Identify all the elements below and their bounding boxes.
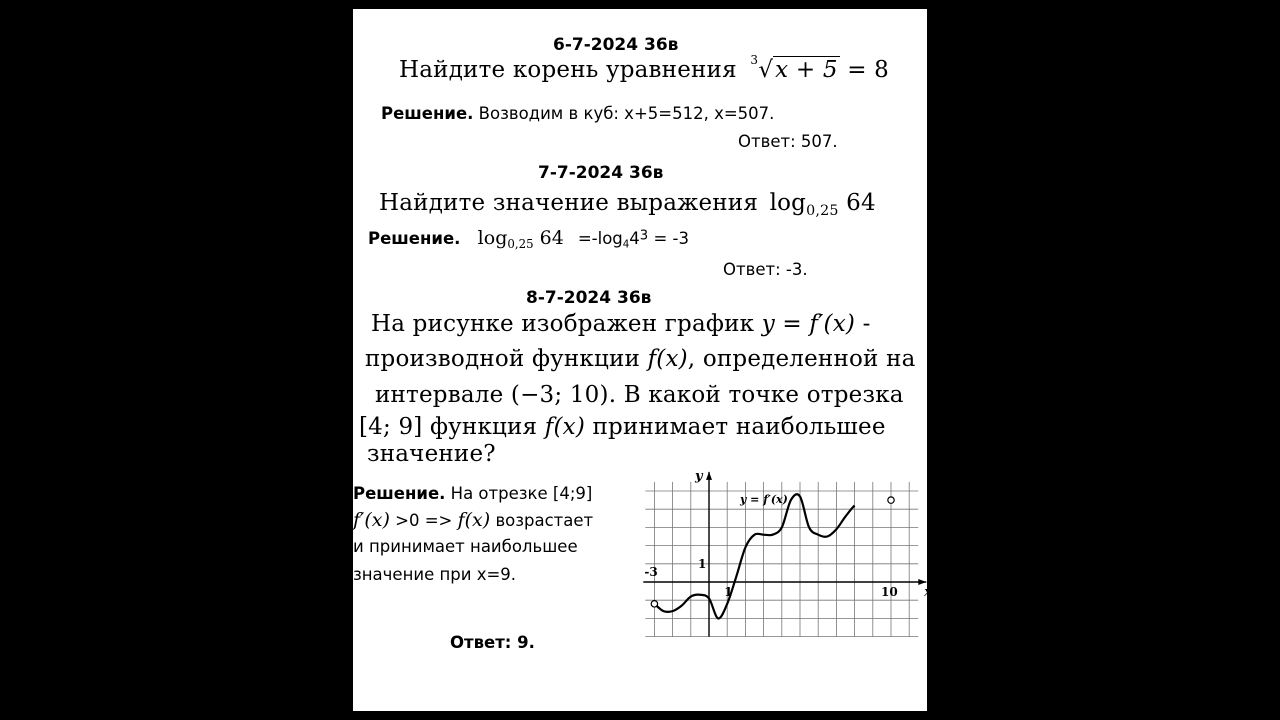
implies-text: >0 => [395,511,453,530]
problem-3-line-2 [365,346,916,372]
chart-title: y = f′(x) [739,492,788,506]
open-endpoints [651,497,894,607]
tick-label-x-10: 10 [881,585,898,599]
function-symbol: f(x) [647,346,688,372]
problem-3-answer: Ответ: 9. [450,633,535,652]
solution-label: Решение. [368,229,461,248]
neg-log: =-log [577,229,623,248]
log-word: log [769,190,807,216]
problem-3-line-1 [371,311,871,337]
log-base: 0,25 [806,202,839,219]
line-text: На рисунке изображен график [371,311,755,337]
log-base: 0,25 [507,237,534,252]
problem-3-solution-line-2 [353,509,593,531]
log-expression [769,190,876,219]
problem-3-solution-line-3: и принимает наибольшее [353,537,578,556]
problem-3-solution-line-1 [353,484,592,503]
tick-label-x-neg3: -3 [644,565,658,579]
problem-2-task: Найдите значение выражения [379,190,759,216]
radicand: x + 5 [775,57,838,83]
y-axis-arrow [706,472,712,480]
open-endpoint [888,497,894,503]
tick-label-x-1: 1 [724,585,733,599]
increasing-text: возрастает [495,511,594,530]
cube-root-expression: 3 √x + 5 [750,53,838,83]
problem-1-header: 6-7-2024 36в [553,35,679,55]
log-argument: 64 [539,227,564,249]
problem-1-statement [399,53,890,83]
power-exponent: 3 [639,228,649,244]
problem-3-solution-line-4: значение при x=9. [353,565,517,584]
function-symbol: f(x) [457,509,491,531]
worksheet-page [353,9,933,711]
tick-label-y-1: 1 [698,556,707,571]
line-text: производной функции [365,346,641,372]
solution-result: = -3 [653,229,689,248]
derivative-symbol: f′(x) [353,509,390,531]
log-word: log [477,227,508,249]
solution-step [577,228,689,251]
line-text-end: , определенной на [687,346,916,372]
derivative-graph [625,452,933,657]
log-argument: 64 [846,190,876,216]
problem-3-line-3: интервале (−3; 10). В какой точке отрезка [375,382,904,408]
radical-index: 3 [750,53,759,67]
solution-label: Решение. [381,104,474,123]
axis-labels [644,469,932,600]
line-text-end: принимает наибольшее [592,414,886,440]
power-base: 4 [629,229,640,248]
dash: - [862,311,871,337]
problem-2-header: 7-7-2024 36в [538,163,664,183]
problem-2-answer: Ответ: -3. [723,260,808,279]
x-axis-label: x [924,585,933,600]
problem-1-answer: Ответ: 507. [738,132,838,151]
problem-3-header: 8-7-2024 36в [526,288,652,308]
problem-2-statement [379,190,876,219]
problem-2-solution [368,227,689,251]
line-text: [4; 9] функция [359,414,538,440]
problem-3-line-4 [359,414,886,440]
solution-label: Решение. [353,484,446,503]
solution-log [477,227,570,252]
y-axis-label: y [695,468,703,484]
function-symbol: f(x) [544,414,586,440]
open-endpoint [651,601,657,607]
problem-1-task: Найдите корень уравнения [399,57,737,83]
equation-rhs: = 8 [847,57,890,83]
problem-1-solution [381,104,774,123]
solution-text: Возводим в куб: x+5=512, x=507. [478,104,775,123]
derivative-formula: y = f′(x) [761,311,856,337]
problem-3-line-5: значение? [367,441,496,467]
solution-text: На отрезке [4;9] [450,484,593,503]
neg-log-base: 4 [622,239,630,251]
